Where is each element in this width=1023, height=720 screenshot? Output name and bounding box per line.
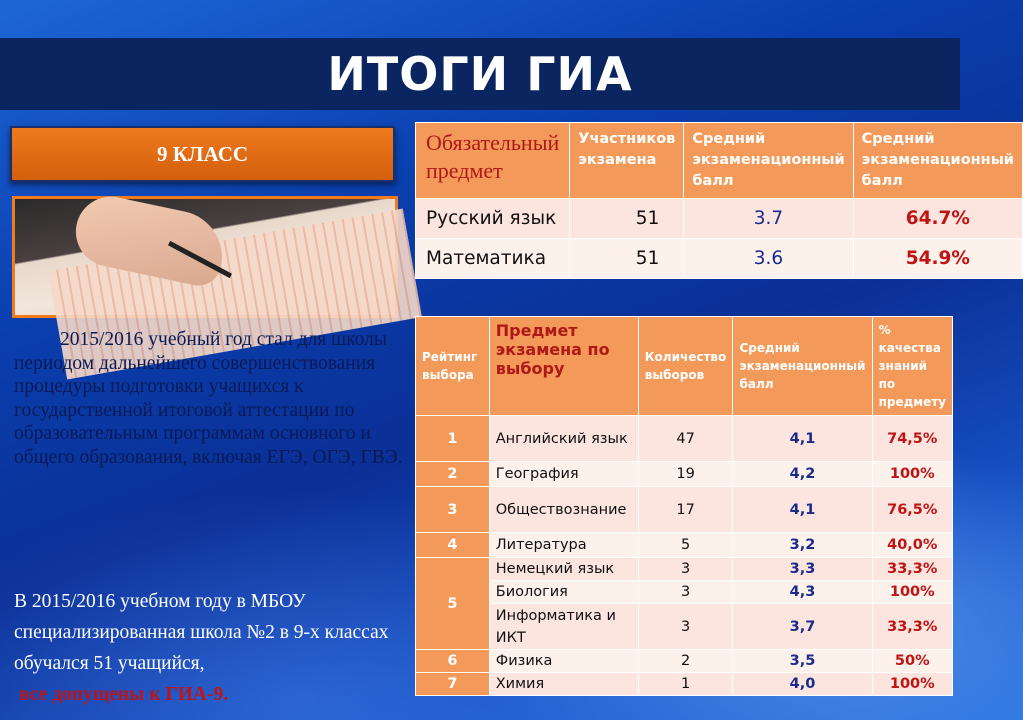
exam-photo — [12, 196, 398, 318]
intro-text: 2015/2016 учебный год стал для школы периодом дальнейшего совершенствования процедуры подготовки учащихся к государственной итоговой аттестации по образовательным программам основного и общего образования, включая ЕГЭ, ОГЭ, ГВЭ. — [14, 329, 403, 468]
subject-cell: Химия — [489, 673, 638, 696]
count-cell: 3 — [638, 558, 733, 581]
avg-cell: 3,7 — [733, 604, 872, 650]
pct-cell: 40,0% — [872, 533, 952, 558]
count-cell: 17 — [638, 487, 733, 533]
header-avg: Средний экзаменационный балл — [733, 317, 872, 416]
header-subject: Предмет экзамена по выбору — [489, 317, 638, 416]
subject-cell: Биология — [489, 581, 638, 604]
header-avg: Средний экзаменационный балл — [684, 123, 853, 199]
avg-cell: 4,1 — [733, 416, 872, 462]
rank-cell: 6 — [416, 650, 490, 673]
school-text: В 2015/2016 учебном году в МБОУ специализированная школа №2 в 9-х классах обучался 51 учащийся, — [14, 591, 389, 674]
pct-cell: 100% — [872, 581, 952, 604]
pct-cell: 76,5% — [872, 487, 952, 533]
subject-cell: География — [489, 462, 638, 487]
header-subject: Обязательный предмет — [416, 123, 570, 199]
elective-subjects-table — [415, 316, 953, 696]
pct-cell: 64.7% — [853, 199, 1022, 239]
header-rank: Рейтинг выбора — [416, 317, 490, 416]
table-row — [416, 239, 1023, 279]
table-row — [416, 533, 953, 558]
table-row — [416, 487, 953, 533]
table-header-row — [416, 317, 953, 416]
table-row — [416, 199, 1023, 239]
subject-cell: Математика — [416, 239, 570, 279]
rank-cell: 1 — [416, 416, 490, 462]
table-row — [416, 416, 953, 462]
table-row — [416, 650, 953, 673]
count-cell: 3 — [638, 581, 733, 604]
pct-cell: 50% — [872, 650, 952, 673]
header-avg-2: Средний экзаменационный балл — [853, 123, 1022, 199]
subject-cell: Английский язык — [489, 416, 638, 462]
school-paragraph — [14, 586, 414, 710]
count-cell: 1 — [638, 673, 733, 696]
participants-cell: 51 — [570, 239, 684, 279]
header-count: Количество выборов — [638, 317, 733, 416]
table-header-row — [416, 123, 1023, 199]
avg-cell: 4,1 — [733, 487, 872, 533]
count-cell: 3 — [638, 604, 733, 650]
subject-cell: Русский язык — [416, 199, 570, 239]
header-quality: % качества знаний по предмету — [872, 317, 952, 416]
subject-cell: Физика — [489, 650, 638, 673]
table-row — [416, 604, 953, 650]
required-subjects-table — [415, 122, 1023, 279]
subject-cell: Информатика и ИКТ — [489, 604, 638, 650]
table-row — [416, 462, 953, 487]
count-cell: 5 — [638, 533, 733, 558]
rank-cell: 5 — [416, 558, 490, 650]
avg-cell: 4,3 — [733, 581, 872, 604]
avg-cell: 3,2 — [733, 533, 872, 558]
rank-cell: 2 — [416, 462, 490, 487]
subject-cell: Обществознание — [489, 487, 638, 533]
table-row — [416, 581, 953, 604]
avg-cell: 4,0 — [733, 673, 872, 696]
rank-cell: 4 — [416, 533, 490, 558]
count-cell: 2 — [638, 650, 733, 673]
participants-cell: 51 — [570, 199, 684, 239]
pct-cell: 100% — [872, 673, 952, 696]
avg-cell: 3,5 — [733, 650, 872, 673]
intro-paragraph — [14, 328, 414, 469]
rank-cell: 7 — [416, 673, 490, 696]
table-row — [416, 673, 953, 696]
subject-cell: Литература — [489, 533, 638, 558]
avg-cell: 3.6 — [684, 239, 853, 279]
admitted-text: все допущены к ГИА-9. — [19, 684, 229, 705]
avg-cell: 3,3 — [733, 558, 872, 581]
class-label: 9 КЛАСС — [10, 126, 395, 182]
avg-cell: 4,2 — [733, 462, 872, 487]
pct-cell: 74,5% — [872, 416, 952, 462]
pct-cell: 33,3% — [872, 558, 952, 581]
pct-cell: 100% — [872, 462, 952, 487]
header-participants: Участников экзамена — [570, 123, 684, 199]
subject-cell: Немецкий язык — [489, 558, 638, 581]
table-row — [416, 558, 953, 581]
pct-cell: 54.9% — [853, 239, 1022, 279]
avg-cell: 3.7 — [684, 199, 853, 239]
pct-cell: 33,3% — [872, 604, 952, 650]
slide-title: ИТОГИ ГИА — [327, 47, 633, 101]
count-cell: 19 — [638, 462, 733, 487]
count-cell: 47 — [638, 416, 733, 462]
rank-cell: 3 — [416, 487, 490, 533]
